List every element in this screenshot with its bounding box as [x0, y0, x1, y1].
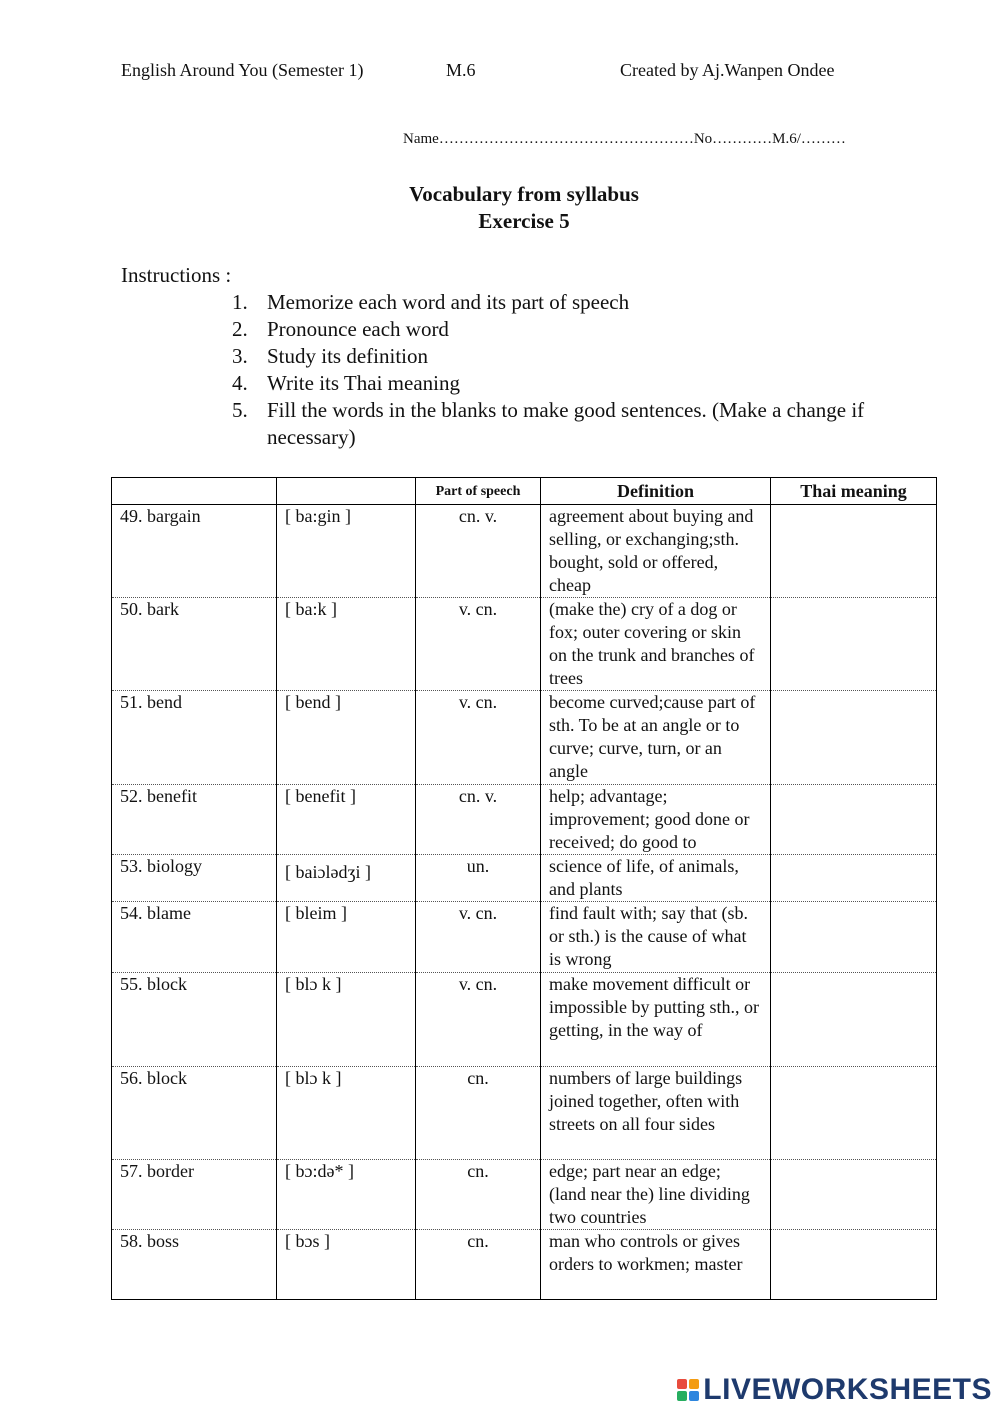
instruction-number: 3.: [232, 344, 248, 368]
definition-cell: man who controls or gives orders to workmen; master: [541, 1230, 771, 1300]
table-row: [112, 1230, 937, 1300]
definition-cell: (make the) cry of a dog or fox; outer covering or skin on the trunk and branches of trees: [541, 598, 771, 691]
logo-square-green: [677, 1391, 687, 1401]
thai-meaning-cell[interactable]: [771, 1230, 937, 1300]
instruction-item: [232, 316, 922, 343]
instruction-number: 2.: [232, 317, 248, 341]
instruction-text: Fill the words in the blanks to make good sentences. (Make a change if necessary): [267, 398, 865, 449]
table-row: [112, 855, 937, 902]
part-of-speech-cell: cn.: [416, 1067, 541, 1160]
instruction-item: [232, 370, 922, 397]
thai-meaning-cell[interactable]: [771, 598, 937, 691]
header-thai-meaning: Thai meaning: [771, 478, 937, 505]
instruction-text: Memorize each word and its part of speech: [267, 290, 630, 314]
table-row: [112, 598, 937, 691]
thai-meaning-cell[interactable]: [771, 855, 937, 902]
instruction-item: [232, 397, 922, 451]
pronunciation-cell: [ bleim ]: [277, 902, 416, 973]
worksheet-title: Vocabulary from syllabus: [409, 182, 639, 206]
header-creator: Created by Aj.Wanpen Ondee: [620, 60, 835, 80]
part-of-speech-cell: v. cn.: [416, 598, 541, 691]
instructions-label: Instructions :: [121, 263, 232, 287]
table-header-row: [112, 478, 937, 505]
definition-cell: numbers of large buildings joined together, often with streets on all four sides: [541, 1067, 771, 1160]
part-of-speech-cell: v. cn.: [416, 691, 541, 785]
word-cell: 51. bend: [112, 691, 277, 785]
instruction-number: 5.: [232, 398, 248, 422]
part-of-speech-cell: cn.: [416, 1230, 541, 1300]
vocabulary-table: [111, 477, 937, 1300]
thai-meaning-cell[interactable]: [771, 505, 937, 598]
table-row: [112, 902, 937, 973]
table-row: [112, 1067, 937, 1160]
part-of-speech-cell: cn. v.: [416, 785, 541, 855]
table-row: [112, 1160, 937, 1230]
logo-square-blue: [689, 1391, 699, 1401]
thai-meaning-cell[interactable]: [771, 973, 937, 1067]
word-cell: 55. block: [112, 973, 277, 1067]
header-level: M.6: [446, 60, 476, 80]
thai-meaning-cell[interactable]: [771, 1160, 937, 1230]
part-of-speech-cell: cn.: [416, 1160, 541, 1230]
liveworksheets-icon: [677, 1379, 699, 1401]
word-cell: 50. bark: [112, 598, 277, 691]
instruction-number: 4.: [232, 371, 248, 395]
instruction-text: Study its definition: [267, 344, 429, 368]
pronunciation-cell: [ bɔs ]: [277, 1230, 416, 1300]
table-row: [112, 505, 937, 598]
thai-meaning-cell[interactable]: [771, 902, 937, 973]
definition-cell: make movement difficult or impossible by putting sth., or getting, in the way of: [541, 973, 771, 1067]
pronunciation-cell: [ baiɔlədʒi ]: [277, 855, 416, 902]
instructions-list: [232, 289, 922, 451]
definition-cell: help; advantage; improvement; good done or received; do good to: [541, 785, 771, 855]
instruction-item: [232, 343, 922, 370]
word-cell: 54. blame: [112, 902, 277, 973]
thai-meaning-cell[interactable]: [771, 785, 937, 855]
word-cell: 56. block: [112, 1067, 277, 1160]
table-row: [112, 973, 937, 1067]
part-of-speech-cell: un.: [416, 855, 541, 902]
instruction-number: 1.: [232, 290, 248, 314]
header-definition: Definition: [541, 478, 771, 505]
pronunciation-cell: [ ba:k ]: [277, 598, 416, 691]
pronunciation-cell: [ bɔ:də* ]: [277, 1160, 416, 1230]
definition-cell: become curved;cause part of sth. To be at an angle or to curve; curve, turn, or an angle: [541, 691, 771, 785]
instruction-text: Pronounce each word: [267, 317, 449, 341]
instruction-text: Write its Thai meaning: [267, 371, 460, 395]
header-pronunciation: [277, 478, 416, 505]
liveworksheets-logo: [677, 1373, 992, 1407]
word-cell: 49. bargain: [112, 505, 277, 598]
table-row: [112, 785, 937, 855]
pronunciation-cell: [ ba:gin ]: [277, 505, 416, 598]
pronunciation-cell: [ benefit ]: [277, 785, 416, 855]
word-cell: 52. benefit: [112, 785, 277, 855]
word-cell: 57. border: [112, 1160, 277, 1230]
definition-cell: edge; part near an edge; (land near the) line dividing two countries: [541, 1160, 771, 1230]
pronunciation-cell: [ bend ]: [277, 691, 416, 785]
logo-square-orange: [689, 1379, 699, 1389]
definition-cell: find fault with; say that (sb. or sth.) is the cause of what is wrong: [541, 902, 771, 973]
pronunciation-cell: [ blɔ k ]: [277, 973, 416, 1067]
pronunciation-cell: [ blɔ k ]: [277, 1067, 416, 1160]
part-of-speech-cell: cn. v.: [416, 505, 541, 598]
instruction-item: [232, 289, 922, 316]
word-cell: 53. biology: [112, 855, 277, 902]
name-number-line: Name……………………………………………No…………M.6/………: [403, 131, 846, 147]
part-of-speech-cell: v. cn.: [416, 973, 541, 1067]
word-cell: 58. boss: [112, 1230, 277, 1300]
definition-cell: science of life, of animals, and plants: [541, 855, 771, 902]
thai-meaning-cell[interactable]: [771, 1067, 937, 1160]
definition-cell: agreement about buying and selling, or exchanging;sth. bought, sold or offered, cheap: [541, 505, 771, 598]
liveworksheets-wordmark: LIVEWORKSHEETS: [703, 1373, 992, 1406]
exercise-title: Exercise 5: [478, 209, 570, 233]
part-of-speech-cell: v. cn.: [416, 902, 541, 973]
table-row: [112, 691, 937, 785]
header-word: [112, 478, 277, 505]
thai-meaning-cell[interactable]: [771, 691, 937, 785]
logo-square-red: [677, 1379, 687, 1389]
header-part-of-speech: Part of speech: [416, 478, 541, 505]
header-course: English Around You (Semester 1): [121, 60, 364, 80]
